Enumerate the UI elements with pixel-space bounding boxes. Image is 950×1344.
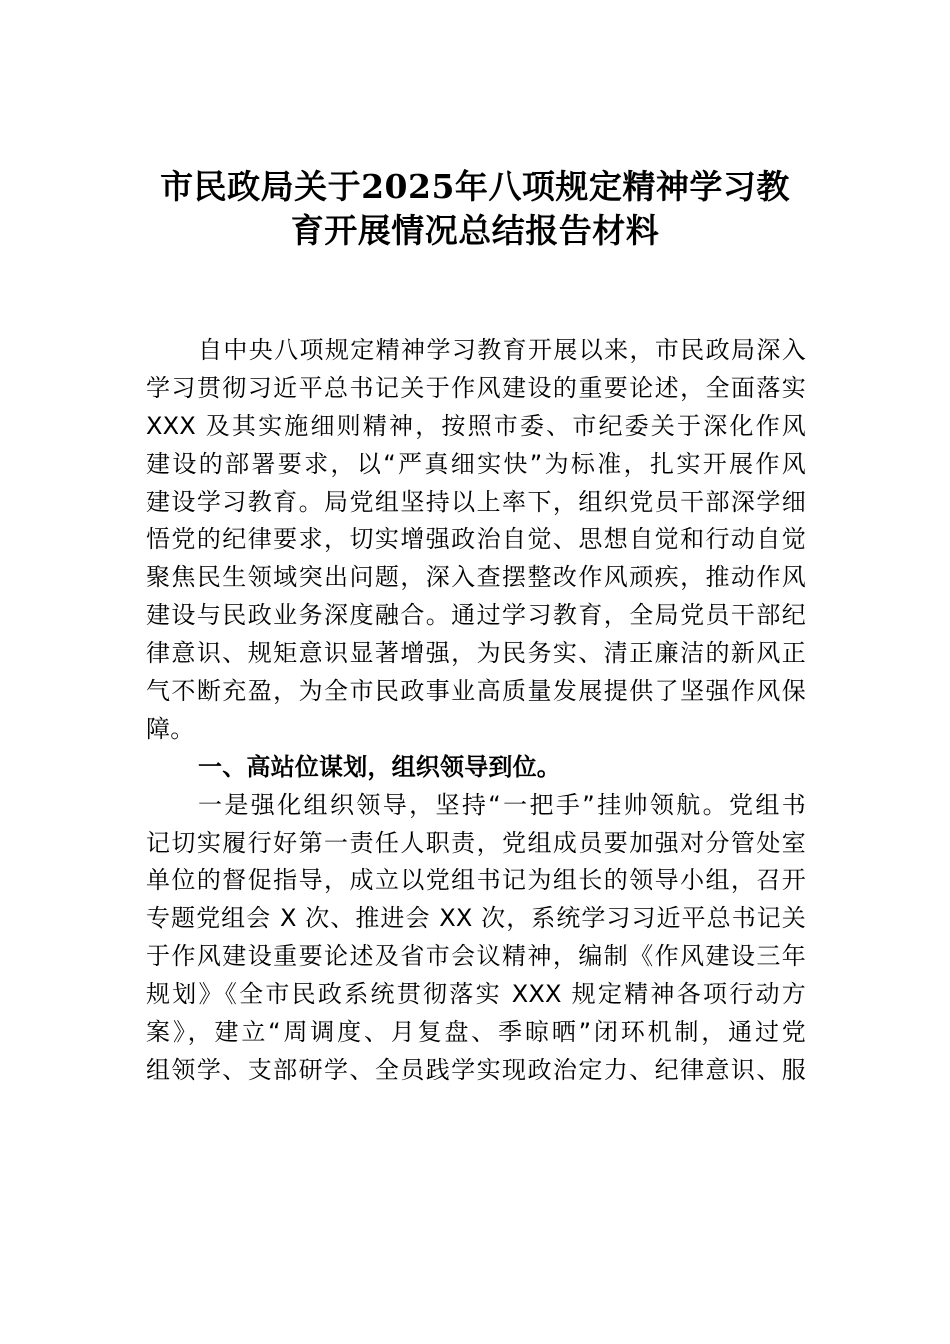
paragraph-2-line: 于作风建设重要论述及省市会议精神，编制《作风建设三年: [146, 942, 806, 971]
paragraph-1-line: XXX 及其实施细则精神，按照市委、市纪委关于深化作风: [146, 411, 806, 440]
paragraph-2-line: 单位的督促指导，成立以党组书记为组长的领导小组，召开: [146, 866, 806, 895]
paragraph-1-line: 学习贯彻习近平总书记关于作风建设的重要论述，全面落实: [146, 373, 806, 402]
paragraph-1-line: 自中央八项规定精神学习教育开展以来，市民政局深入: [198, 336, 806, 364]
paragraph-1-line: 气不断充盈，为全市民政事业高质量发展提供了坚强作风保: [146, 677, 806, 706]
paragraph-2-line: 规划》《全市民政系统贯彻落实 XXX 规定精神各项行动方: [146, 980, 806, 1009]
paragraph-1-line: 建设学习教育。局党组坚持以上率下，组织党员干部深学细: [146, 487, 806, 516]
paragraph-2-line: 专题党组会 X 次、推进会 XX 次，系统学习习近平总书记关: [146, 904, 806, 933]
paragraph-1-line: 建设的部署要求，以“严真细实快”为标准，扎实开展作风: [146, 449, 806, 478]
paragraph-1-line: 律意识、规矩意识显著增强，为民务实、清正廉洁的新风正: [146, 639, 806, 668]
paragraph-2-line: 组领学、支部研学、全员践学实现政治定力、纪律意识、服: [146, 1055, 806, 1084]
document-title-line-1: 市民政局关于2025年八项规定精神学习教: [160, 167, 790, 206]
section-heading-1: 一、高站位谋划，组织领导到位。: [198, 752, 561, 781]
paragraph-2-line: 一是强化组织领导，坚持“一把手”挂帅领航。党组书: [198, 790, 806, 819]
paragraph-1-line: 障。: [146, 714, 195, 743]
document-title-line-2: 育开展情况总结报告材料: [290, 211, 660, 250]
document-body: [146, 332, 806, 1090]
paragraph-1-line: 聚焦民生领域突出问题，深入查摆整改作风顽疾，推动作风: [146, 563, 806, 592]
paragraph-1-line: 建设与民政业务深度融合。通过学习教育，全局党员干部纪: [146, 601, 806, 630]
paragraph-2-line: 案》，建立“周调度、月复盘、季晾晒”闭环机制，通过党: [146, 1018, 806, 1047]
paragraph-2-line: 记切实履行好第一责任人职责，党组成员要加强对分管处室: [146, 828, 806, 857]
paragraph-1-line: 悟党的纪律要求，切实增强政治自觉、思想自觉和行动自觉: [146, 525, 806, 554]
